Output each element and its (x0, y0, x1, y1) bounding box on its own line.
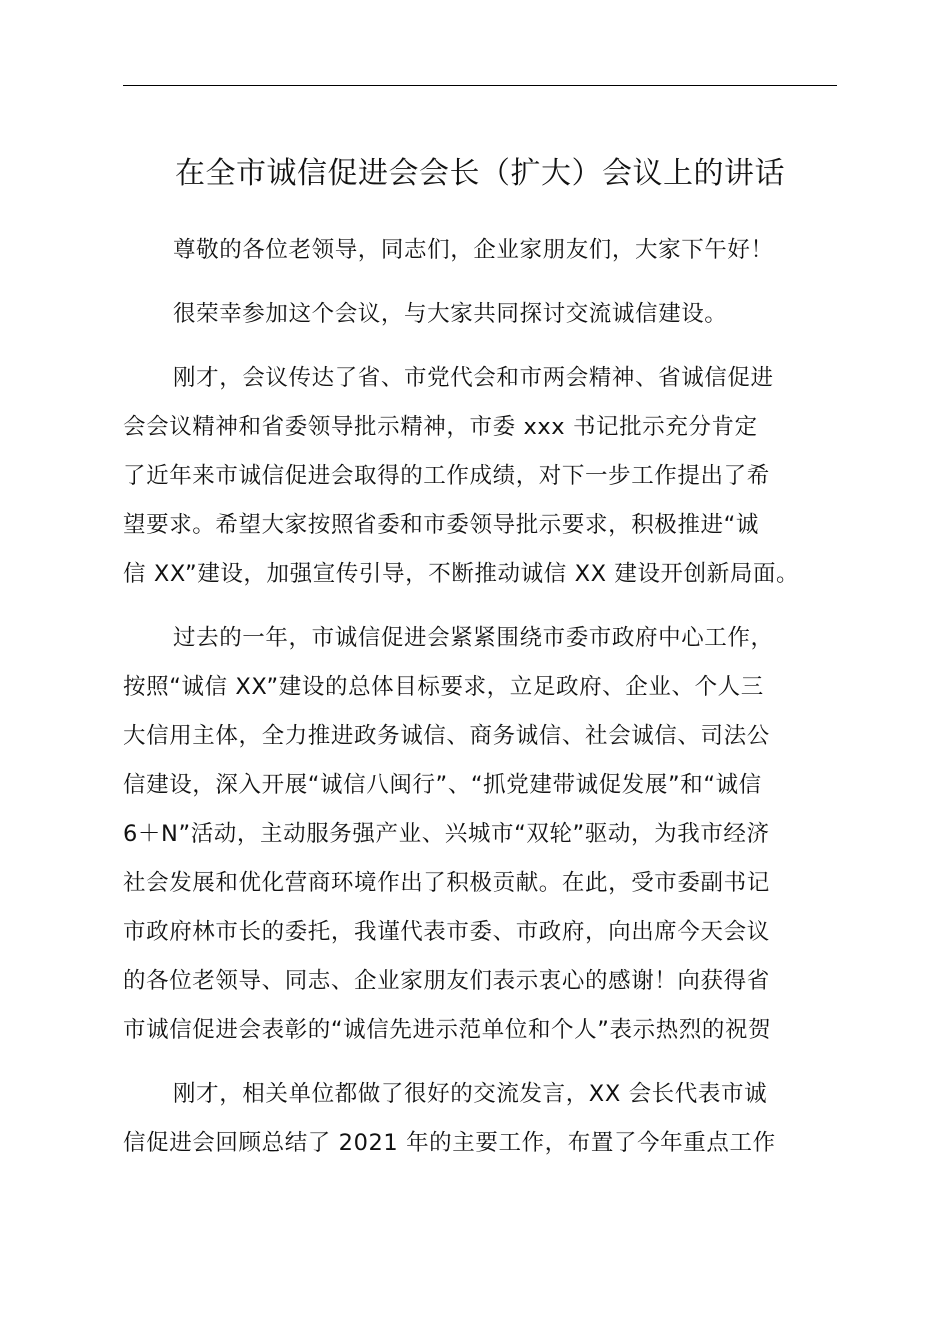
text-line: 市诚信促进会表彰的“诚信先进示范单位和个人”表示热烈的祝贺 (123, 1017, 772, 1043)
text-line: 尊敬的各位老领导，同志们，企业家朋友们，大家下午好！ (173, 237, 774, 263)
text-line: 的各位老领导、同志、企业家朋友们表示衷心的感谢！向获得省 (123, 968, 770, 994)
paragraph-greeting (123, 226, 837, 275)
text-line: 市政府林市长的委托，我谨代表市委、市政府，向出席今天会议 (123, 919, 770, 945)
text-line: 社会发展和优化营商环境作出了积极贡献。在此，受市委副书记 (123, 870, 770, 896)
header-rule (123, 85, 837, 86)
text-line: 信 XX”建设，加强宣传引导，不断推动诚信 XX 建设开创新局面。 (123, 561, 800, 587)
paragraph-intro (123, 290, 837, 339)
text-line: 很荣幸参加这个会议，与大家共同探讨交流诚信建设。 (173, 301, 728, 327)
document-title: 在全市诚信促进会会长（扩大）会议上的讲话 (175, 156, 785, 191)
text-line: 刚才，会议传达了省、市党代会和市两会精神、省诚信促进 (173, 365, 774, 391)
text-line: 信促进会回顾总结了 2021 年的主要工作，布置了今年重点工作 (123, 1130, 776, 1156)
text-line: 刚才，相关单位都做了很好的交流发言，XX 会长代表市诚 (173, 1081, 768, 1107)
text-line: 望要求。希望大家按照省委和市委领导批示要求，积极推进“诚 (123, 512, 759, 538)
paragraph-meeting-summary (123, 354, 837, 599)
text-line: 会会议精神和省委领导批示精神，市委 xxx 书记批示充分肯定 (123, 414, 758, 440)
text-line: 大信用主体，全力推进政务诚信、商务诚信、社会诚信、司法公 (123, 723, 770, 749)
text-line: 6＋N”活动，主动服务强产业、兴城市“双轮”驱动，为我市经济 (123, 821, 770, 847)
text-line: 过去的一年，市诚信促进会紧紧围绕市委市政府中心工作， (173, 625, 774, 651)
document-body (123, 226, 837, 1183)
paragraph-past-year (123, 614, 837, 1055)
text-line: 按照“诚信 XX”建设的总体目标要求，立足政府、企业、个人三 (123, 674, 764, 700)
text-line: 信建设，深入开展“诚信八闽行”、“抓党建带诚促发展”和“诚信 (123, 772, 762, 798)
text-line: 了近年来市诚信促进会取得的工作成绩，对下一步工作提出了希 (123, 463, 770, 489)
paragraph-exchange (123, 1070, 837, 1168)
